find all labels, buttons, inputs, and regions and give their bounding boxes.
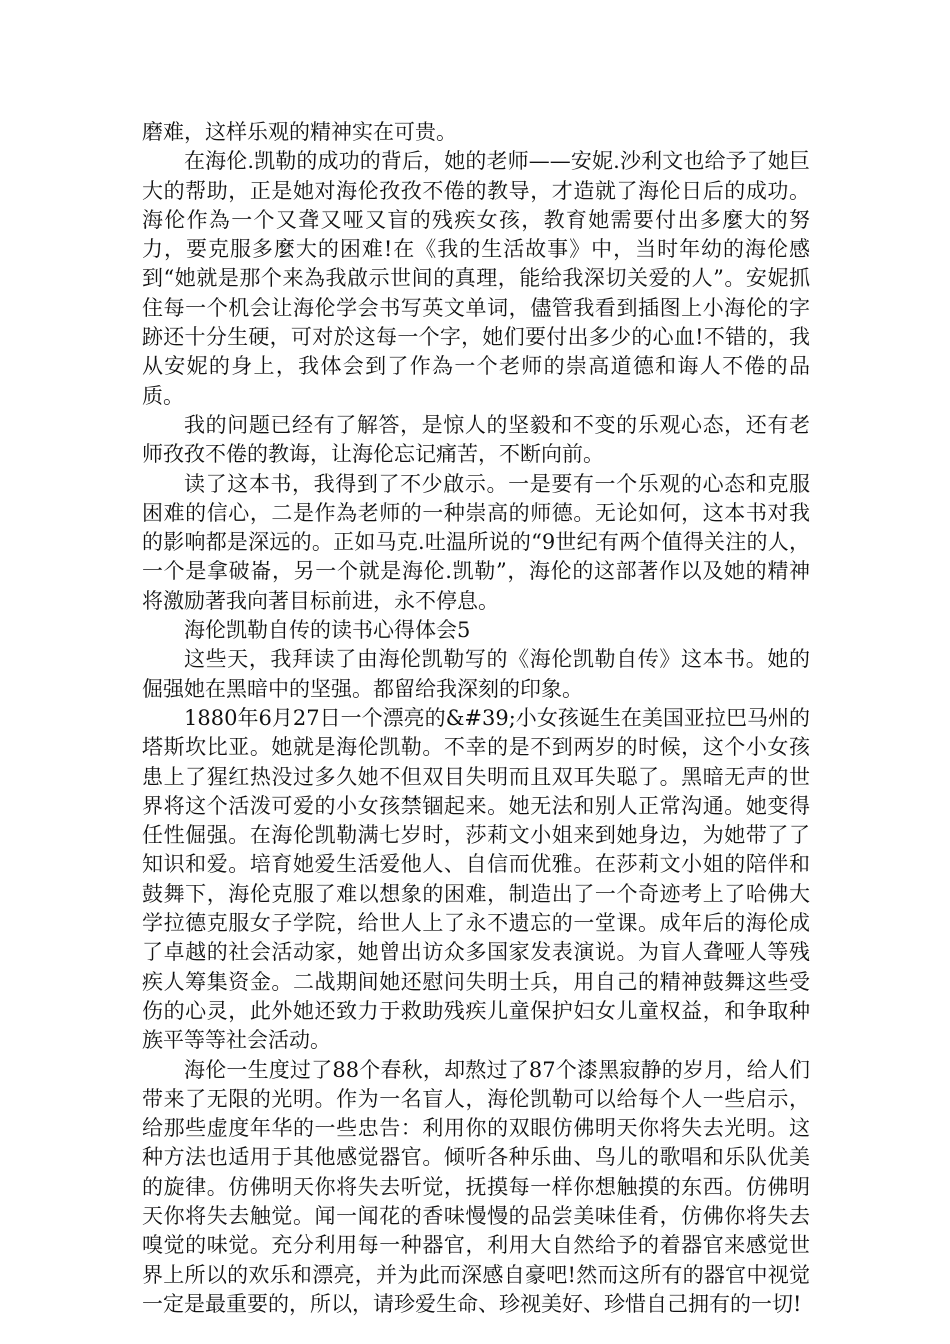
paragraph-teacher-anne: 在海伦.凯勒的成功的背后，她的老师——安妮.沙利文也给予了她巨大的帮助，正是她对海伦孜孜不倦的教导，才造就了海伦日后的成功。海伦作為一个又聋又哑又盲的残疾女孩，教育她需要付出多麼大的努力，要克服多麼大的困难!在《我的生活故事》中，当时年幼的海伦感到“她就是那个来為我啟示世间的真理，能给我深切关爱的人”。安妮抓住每一个机会让海伦学会书写英文单词，儘管我看到插图上小海伦的字跡还十分生硬，可对於这每一个字，她们要付出多少的心血!不错的，我从安妮的身上，我体会到了作為一个老师的崇高道德和诲人不倦的品质。 [142,149,810,408]
document-page [142,118,810,1319]
paragraph-conclusion: 海伦一生度过了88个春秋，却熬过了87个漆黑寂静的岁月，给人们带来了无限的光明。作为一名盲人，海伦凯勒可以给每个人一些启示，给那些虚度年华的一些忠告：利用你的双眼仿佛明天你将失去光明。这种方法也适用于其他感觉器官。倾听各种乐曲、鸟儿的歌唱和乐队优美的旋律。仿佛明天你将失去听觉，抚摸每一样你想触摸的东西。仿佛明天你将失去触觉。闻一闻花的香味慢慢的品尝美味佳肴，仿佛你将失去嗅觉的味觉。充分利用每一种器官，利用大自然给予的着器官来感觉世界上所以的欢乐和漂亮，并为此而深感自豪吧!然而这所有的器官中视觉一定是最重要的，所以，请珍爱生命、珍视美好、珍惜自己拥有的一切! [142,1057,810,1316]
paragraph-continuation: 磨难，这样乐观的精神实在可贵。 [142,120,457,144]
paragraph-biography: 1880年6月27日一个漂亮的&#39;小女孩诞生在美国亚拉巴马州的塔斯坎比亚。她就是海伦凯勒。不幸的是不到两岁的时候，这个小女孩患上了猩红热没过多久她不但双目失明而且双耳失聪了。黑暗无声的世界将这个活泼可爱的小女孩禁锢起来。她无法和别人正常沟通。她变得任性倔强。在海伦凯勒满七岁时，莎莉文小姐来到她身边，为她带了了知识和爱。培育她爱生活爱他人、自信而优雅。在莎莉文小姐的陪伴和鼓舞下，海伦克服了难以想象的困难，制造出了一个奇迹考上了哈佛大学拉德克服女子学院，给世人上了永不遗忘的一堂课。成年后的海伦成了卓越的社会活动家，她曾出访众多国家发表演说。为盲人聋哑人等残疾人筹集资金。二战期间她还慰问失明士兵，用自己的精神鼓舞这些受伤的心灵，此外她还致力于救助残疾儿童保护妇女儿童权益，和争取种族平等等社会活动。 [142,705,810,1053]
section-heading: 海伦凯勒自传的读书心得体会5 [184,618,471,643]
paragraph-answer: 我的问题已经有了解答，是惊人的坚毅和不变的乐观心态，还有老师孜孜不倦的教诲，让海伦忘记痛苦，不断向前。 [142,412,810,467]
paragraph-intro: 这些天，我拜读了由海伦凯勒写的《海伦凯勒自传》这本书。她的倔强她在黑暗中的坚强。都留给我深刻的印象。 [142,647,810,701]
paragraph-inspiration: 读了这本书，我得到了不少啟示。一是要有一个乐观的心态和克服困难的信心，二是作為老师的一种崇高的师德。无论如何，这本书对我的影响都是深远的。正如马克.吐温所说的“9世纪有两个值得关注的人，一个是拿破崙，另一个就是海伦.凯勒”，海伦的这部著作以及她的精神将激励著我向著目标前进，永不停息。 [142,471,810,613]
